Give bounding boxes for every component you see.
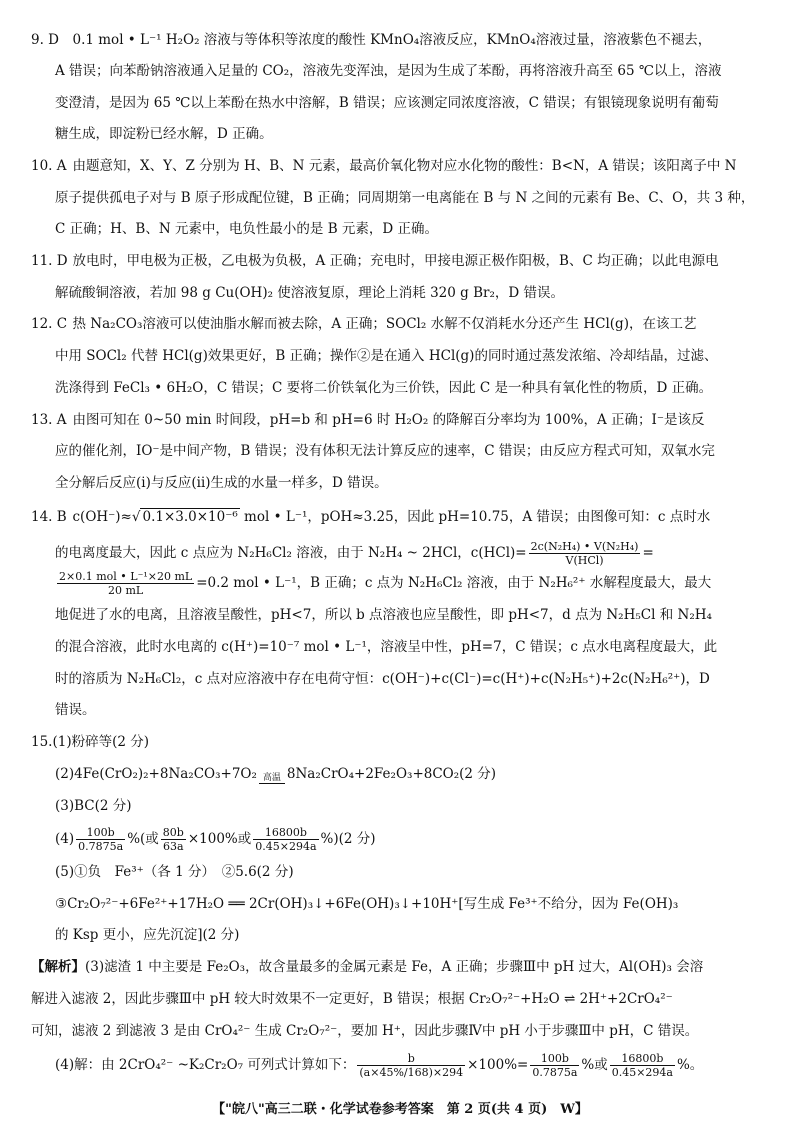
q15-part-4: (4) $\frac{100b}{0.7875a}$ %(或 $\frac{80b}{63a}$ ×100%或 $\frac{16800b}{0.45\times 294a}$ %)(2 分) [55,826,376,853]
q10-number: 10. A [31,158,67,174]
q14-line-7: 错误。 [55,702,96,718]
q14-line-5: 的混合溶液，此时水电离的 c(H⁺)=10⁻⁷ mol • L⁻¹，溶液呈中性，pH=7，C 错误；c 点水电离程度最大，此 [55,639,718,655]
q15-part-6b: 的 Ksp 更小，应先沉淀](2 分) [55,927,240,943]
q15-part-3: (3)BC(2 分) [55,798,132,814]
q9-line-2: A 错误；向苯酚钠溶液通入足量的 CO₂，溶液先变浑浊，是因为生成了苯酚，再将溶液升高至 65 ℃以上，溶液 [55,63,722,79]
q15-part-2: (2)4Fe(CrO₂)₂+8Na₂CO₃+7O₂ 高温 8Na₂CrO₄+2Fe₂O₃+8CO₂(2 分) [55,766,497,783]
q15-number: 15. [31,734,53,750]
q11-number: 11. D [31,253,68,269]
q14-line-3: $\frac{\text{2×0.1 mol • L⁻¹×20 mL}}{20 mL}$ =0.2 mol • L⁻¹，B 正确；c 点为 N₂H₆Cl₂ 溶液，由于 N₂H₆²⁺ 水解程度最大，最大 [59,570,712,597]
q12-line-2: 中用 SOCl₂ 代替 HCl(g)效果更好，B 正确；操作②是在通入 HCl(g)的同时通过蒸发浓缩、冷却结晶，过滤、 [55,348,718,364]
q9-number: 9. D [31,32,59,48]
q15-part-6a: ③Cr₂O₇²⁻+6Fe²⁺+17H₂O ══ 2Cr(OH)₃↓+6Fe(OH)₃↓+10H⁺[写生成 Fe³⁺不给分，因为 Fe(OH)₃ [55,896,679,912]
q12-number: 12. C [31,316,68,332]
q11-line-2: 解硫酸铜溶液，若加 98 g Cu(OH)₂ 使溶液复原，理论上消耗 320 g Br₂，D 错误。 [55,285,564,301]
analysis-fraction-1: $\frac{b}{(a\times 45\%/168)\times 294}$ [359,1052,464,1079]
q9-line-4: 糖生成，即淀粉已经水解，D 正确。 [55,126,273,142]
q14-sqrt: 0.1×3.0×10⁻⁶ [142,509,238,525]
analysis-line-3: 可知，滤液 2 到滤液 3 是由 CrO₄²⁻ 生成 Cr₂O₇²⁻，要加 H⁺，因此步骤Ⅳ中 pH 小于步骤Ⅲ中 pH，C 错误。 [31,1023,699,1039]
q14-number: 14. B [31,509,67,525]
q11-line-1: 11. D 放电时，甲电极为正极，乙电极为负极，A 正确；充电时，甲接电源正极作阳极，B、C 均正确；以此电源电 [31,253,719,269]
q14-fraction-1: $\frac{\text{2c(N₂H₄) • V(N₂H₄)}}{\text{V(HCl)}}$ [530,540,639,567]
q14-line-2: 的电离度最大，因此 c 点应为 N₂H₆Cl₂ 溶液，由于 N₂H₄ ~ 2HCl，c(HCl)= $\frac{\text{2c(N₂H₄) • V(N₂H₄)}}{\text{V(HCl)}}$ = [55,540,654,567]
reaction-condition: 高温 [259,773,285,784]
q12-line-1: 12. C 热 Na₂CO₃溶液可以使油脂水解而被去除，A 正确；SOCl₂ 水解不仅消耗水分还产生 HCl(g)，在该工艺 [31,316,697,332]
q10-line-1: 10. A 由题意知，X、Y、Z 分别为 H、B、N 元素，最高价氧化物对应水化物的酸性：B<N，A 错误；该阳离子中 N [31,158,737,174]
analysis-line-2: 解进入滤液 2，因此步骤Ⅲ中 pH 较大时效果不一定更好，B 错误；根据 Cr₂O₇²⁻+H₂O ⇌ 2H⁺+2CrO₄²⁻ [31,991,673,1007]
q14-line-6: 时的溶质为 N₂H₆Cl₂，c 点对应溶液中存在电荷守恒：c(OH⁻)+c(Cl⁻)=c(H⁺)+c(N₂H₅⁺)+2c(N₂H₆²⁺)，D [55,671,710,687]
q13-number: 13. A [31,412,67,428]
q13-line-1: 13. A 由图可知在 0~50 min 时间段，pH=b 和 pH=6 时 H₂O₂ 的降解百分率均为 100%，A 正确；I⁻是该反 [31,412,705,428]
analysis-line-4: (4)解：由 2CrO₄²⁻ ~K₂Cr₂O₇ 可列式计算如下： $\frac{b}{(a\times 45\%/168)\times 294}$ ×100%= $\frac{100b}{0.7875a}$ %或 $\frac{16800b}{0.45\times 294a}$ %。 [55,1052,704,1079]
analysis-fraction-2: $\frac{100b}{0.7875a}$ [532,1052,578,1079]
q15-fraction-2: $\frac{80b}{63a}$ [162,826,184,853]
q15-fraction-3: $\frac{16800b}{0.45\times 294a}$ [255,826,317,853]
q9-line-3: 变澄清，是因为 65 ℃以上苯酚在热水中溶解，B 错误；应该测定同浓度溶液，C 错误；有银镜现象说明有葡萄 [55,95,719,111]
page-footer: 【"皖八"高三二联・化学试卷参考答案 第 2 页(共 4 页) W】 [212,1102,588,1117]
analysis-tag: 【解析】 [31,959,85,975]
q9-line-1: 9. D 0.1 mol • L⁻¹ H₂O₂ 溶液与等体积等浓度的酸性 KMnO₄溶液反应，KMnO₄溶液过量，溶液紫色不褪去， [31,32,712,48]
q14-fraction-2: $\frac{\text{2×0.1 mol • L⁻¹×20 mL}}{20 mL}$ [59,570,193,597]
q14-line-1: 14. B c(OH⁻)≈√ 0.1×3.0×10⁻⁶ mol • L⁻¹，pOH≈3.25，因此 pH=10.75，A 错误；由图像可知：c 点时水 [31,509,711,525]
analysis-fraction-3: $\frac{16800b}{0.45\times 294a}$ [611,1052,673,1079]
q13-line-2: 应的催化剂，IO⁻是中间产物，B 错误；没有体积无法计算反应的速率，C 错误；由反应方程式可知，双氧水完 [55,443,715,459]
q15-part-5: (5)①负 Fe³⁺（各 1 分） ②5.6(2 分) [55,864,294,880]
q14-line-4: 地促进了水的电离，且溶液呈酸性，pH<7，所以 b 点溶液也应呈酸性，即 pH<7，d 点为 N₂H₅Cl 和 N₂H₄ [55,607,712,623]
q10-line-3: C 正确；H、B、N 元素中，电负性最小的是 B 元素，D 正确。 [55,221,439,237]
q13-line-3: 全分解后反应(ⅰ)与反应(ⅱ)生成的水量一样多，D 错误。 [55,475,388,491]
q12-line-3: 洗涤得到 FeCl₃ • 6H₂O，C 错误；C 要将二价铁氧化为三价铁，因此 C 是一种具有氧化性的物质，D 正确。 [55,380,713,396]
q15-fraction-1: $\frac{100b}{0.7875a}$ [78,826,124,853]
q15-line-1: 15.(1)粉碎等(2 分) [31,734,150,750]
q10-line-2: 原子提供孤电子对与 B 原子形成配位键，B 正确；同周期第一电离能在 B 与 N 之间的元素有 Be、C、O，共 3 种， [55,190,755,206]
analysis-line-1: 【解析】(3)滤渣 1 中主要是 Fe₂O₃，故含量最多的金属元素是 Fe，A 正确；步骤Ⅲ中 pH 过大，Al(OH)₃ 会溶 [31,959,704,975]
